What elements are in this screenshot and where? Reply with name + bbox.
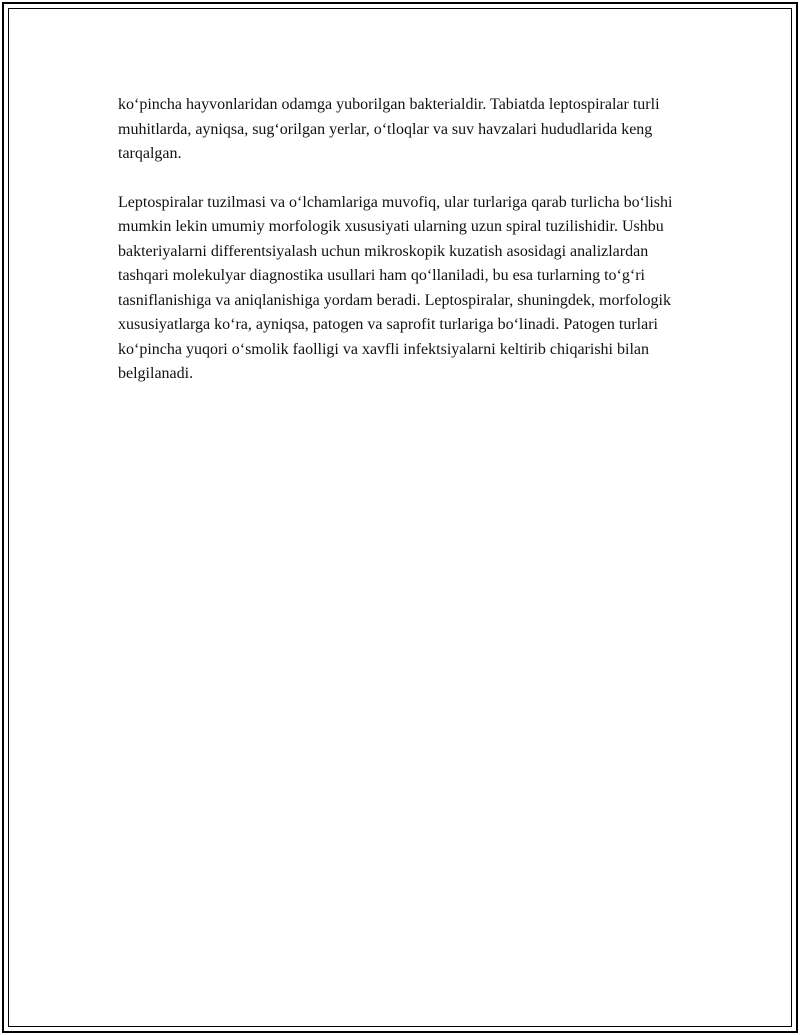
paragraph-2: Leptospiralar tuzilmasi va o‘lchamlariga muvofiq, ular turlariga qarab turlicha bo‘lishi mumkin lekin umumiy morfologik xususiyati ularning uzun spiral tuzilishidir. Ushbu bakteriyalarni differentsiyalash uchun mikroskopik kuzatish asosidagi analizlardan tashqari molekulyar diagnostika usullari ham qo‘llaniladi, bu esa turlarning to‘g‘ri tasniflanishiga va aniqlanishiga yordam beradi. Leptospiralar, shuningdek, morfologik xususiyatlarga ko‘ra, ayniqsa, patogen va saprofit turlariga bo‘linadi. Patogen turlari ko‘pincha yuqori o‘smolik faolligi va xavfli infektsiyalarni keltirib chiqarishi bilan belgilanadi. [118,193,673,382]
document-body [118,93,696,411]
paragraph-1: ko‘pincha hayvonlaridan odamga yuborilgan bakterialdir. Tabiatda leptospiralar turli muhitlarda, ayniqsa, sug‘orilgan yerlar, o‘tloqlar va suv havzalari hududlarida keng tarqalgan. [118,96,660,162]
